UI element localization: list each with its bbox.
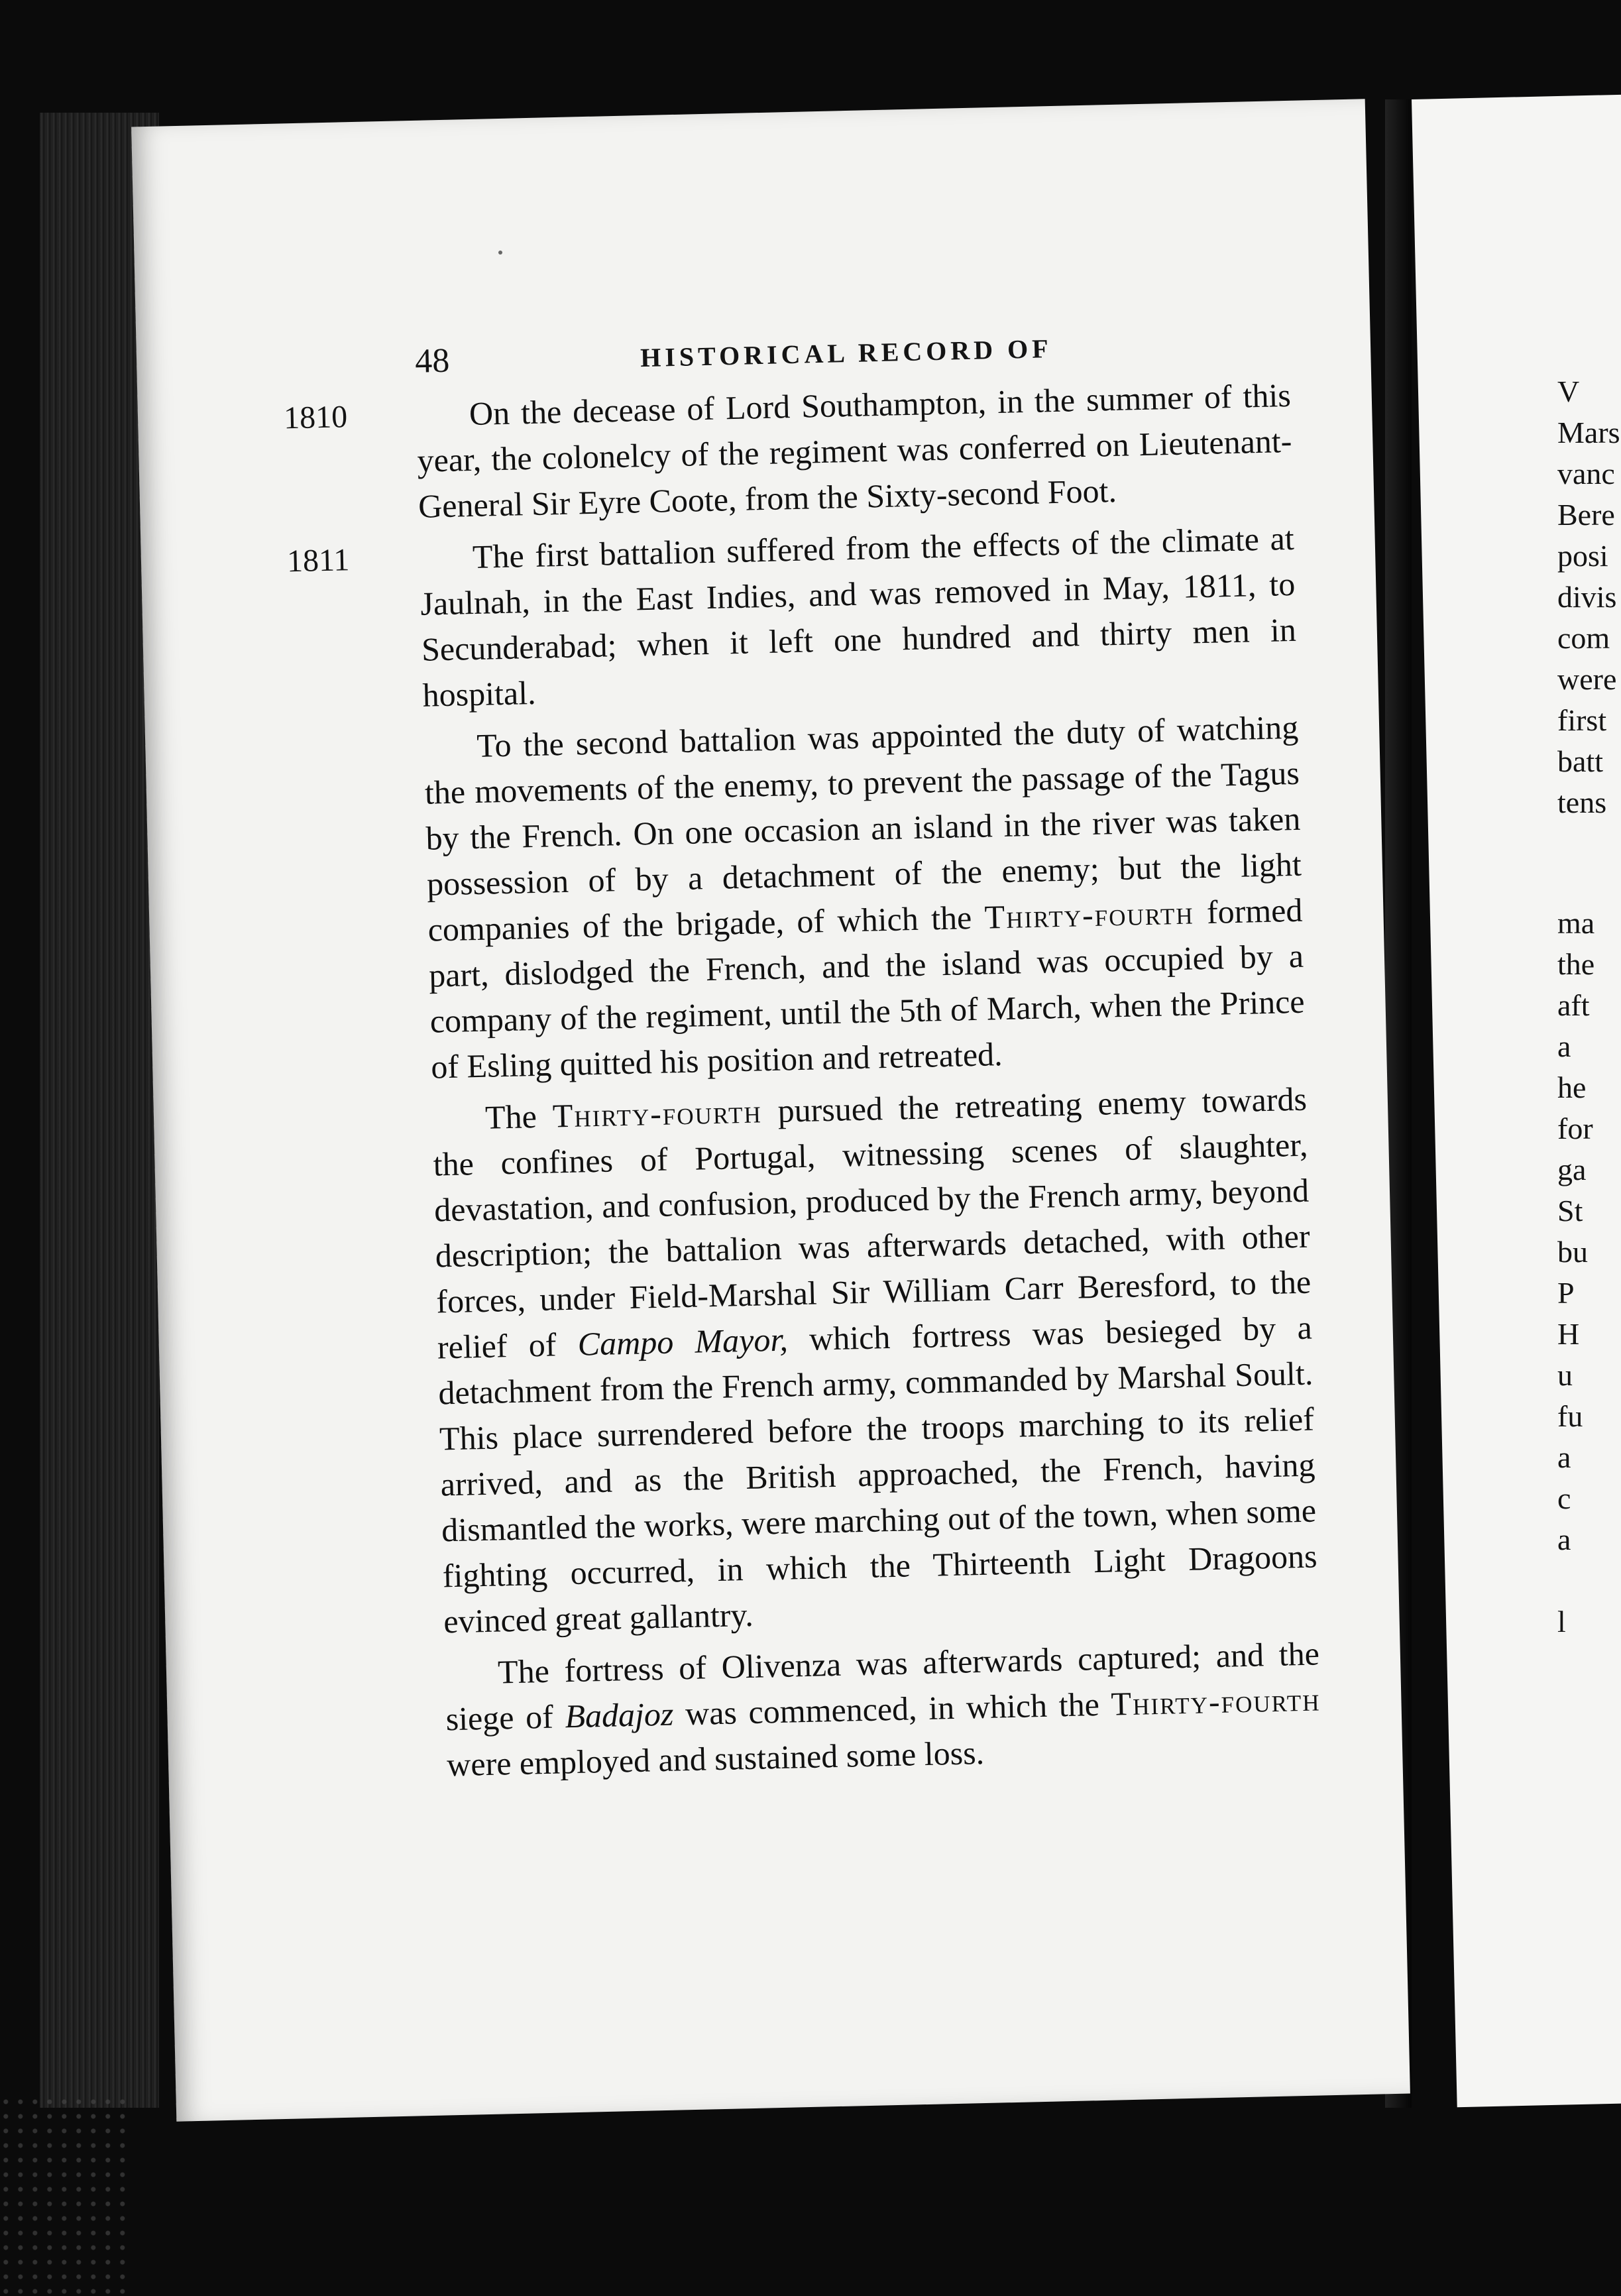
scan-speck	[498, 251, 502, 255]
paragraph-second-battalion	[423, 705, 1306, 1090]
paragraph-text	[423, 705, 1306, 1090]
facing-line: the	[1557, 947, 1595, 981]
place-name: Campo Mayor,	[577, 1320, 789, 1363]
facing-line: com	[1557, 621, 1610, 655]
paragraph-text	[431, 1076, 1318, 1645]
place-name: Badajoz	[564, 1695, 675, 1735]
facing-line: l	[1557, 1605, 1566, 1638]
facing-line: first	[1557, 703, 1607, 737]
facing-line: he	[1557, 1070, 1587, 1104]
facing-line	[1557, 1560, 1621, 1601]
year-marker: 1811	[286, 542, 350, 579]
facing-line: bu	[1557, 1235, 1588, 1269]
facing-line: aft	[1557, 988, 1590, 1022]
paragraph-text: On the decease of Lord Southampton, in the summer of this year, the colonelcy of the regiment was conferred on Lieutenant-General Sir Eyre Coote, from the Sixty-second Foot.	[416, 376, 1292, 525]
facing-line: u	[1557, 1358, 1573, 1392]
facing-line: fu	[1557, 1399, 1583, 1433]
facing-line: H	[1557, 1317, 1580, 1351]
regiment-name: Thirty-fourth	[552, 1092, 763, 1135]
paragraph-text: The first battalion suffered from the effects of the climate at Jaulnah, in the East Indies, and was removed in May, 1811, to Secunderabad; when it left one hundred and thirty men in hospital.	[419, 519, 1297, 714]
facing-line: St	[1557, 1194, 1583, 1228]
text-run: were employed and sustained some loss.	[446, 1733, 985, 1784]
facing-line: P	[1557, 1276, 1575, 1310]
page-number: 48	[414, 341, 450, 380]
facing-line: were	[1557, 662, 1617, 696]
page-body	[283, 373, 1322, 1794]
text-run: was commenced, in which the	[673, 1685, 1112, 1733]
facing-line: ma	[1557, 906, 1595, 940]
facing-gap	[1557, 823, 1621, 903]
text-run: pursued the retreating enemy towards the confines of Portugal, witnessing scenes of slaughter, devastation, and confusion, produced by the French army, beyond description; the battalion was afterwards detached, with other forces, under Field-Marshal Sir William Carr Beresford, to the relief of	[433, 1080, 1312, 1366]
facing-line: tens	[1557, 785, 1607, 819]
year-marker: 1810	[283, 399, 348, 436]
paragraph-pursuit	[431, 1076, 1318, 1645]
running-title: HISTORICAL RECORD OF	[640, 333, 1053, 373]
facing-line: Mars	[1557, 416, 1620, 449]
text-run: formed part, dislodged the French, and the island was occupied by a company of the regiment, until the 5th of March, when the Prince of Esling quitted his position and retreated.	[428, 891, 1306, 1086]
facing-line: a	[1557, 1029, 1571, 1063]
text-run: The	[484, 1097, 553, 1136]
book-page	[131, 99, 1410, 2121]
paragraph-text	[444, 1631, 1321, 1788]
paragraph-olivenza	[444, 1631, 1321, 1788]
facing-line: a	[1557, 1440, 1571, 1474]
facing-line: divis	[1557, 580, 1617, 614]
facing-line: c	[1557, 1481, 1571, 1515]
facing-line: for	[1557, 1112, 1593, 1145]
facing-line: V	[1557, 374, 1580, 408]
regiment-name: Thirty-fourth	[1110, 1680, 1321, 1723]
facing-page-text-fragments	[1557, 371, 1621, 1763]
facing-line: batt	[1557, 744, 1603, 778]
facing-line: ga	[1557, 1153, 1587, 1186]
facing-line: a	[1557, 1522, 1571, 1556]
regiment-name: Thirty-fourth	[984, 893, 1195, 936]
text-run: The fortress of Olivenza was afterwards captured; and the siege of	[445, 1635, 1320, 1738]
facing-line: vanc	[1557, 457, 1615, 490]
paragraph-1811	[286, 516, 1298, 718]
scan-noise	[0, 2095, 133, 2296]
text-run: To the second battalion was appointed the duty of watching the movements of the enemy, to prevent the passage of the Tagus by the French. On one occasion an island in the river was taken possession of by a detachment of the enemy; but the light companies of the brigade, of which the	[424, 708, 1302, 948]
facing-line: posi	[1557, 539, 1608, 573]
text-run: which fortress was besieged by a detachment from the French army, commanded by Marshal Soult. This place surrendered before the troops marching to its relief arrived, and as the British approached, the French, having dismantled the works, were marching out of the town, when some fighting occurred, in which the Thirteenth Light Dragoons evinced great gallantry.	[437, 1308, 1318, 1640]
facing-line: Bere	[1557, 498, 1615, 532]
paragraph-1810	[283, 373, 1293, 530]
